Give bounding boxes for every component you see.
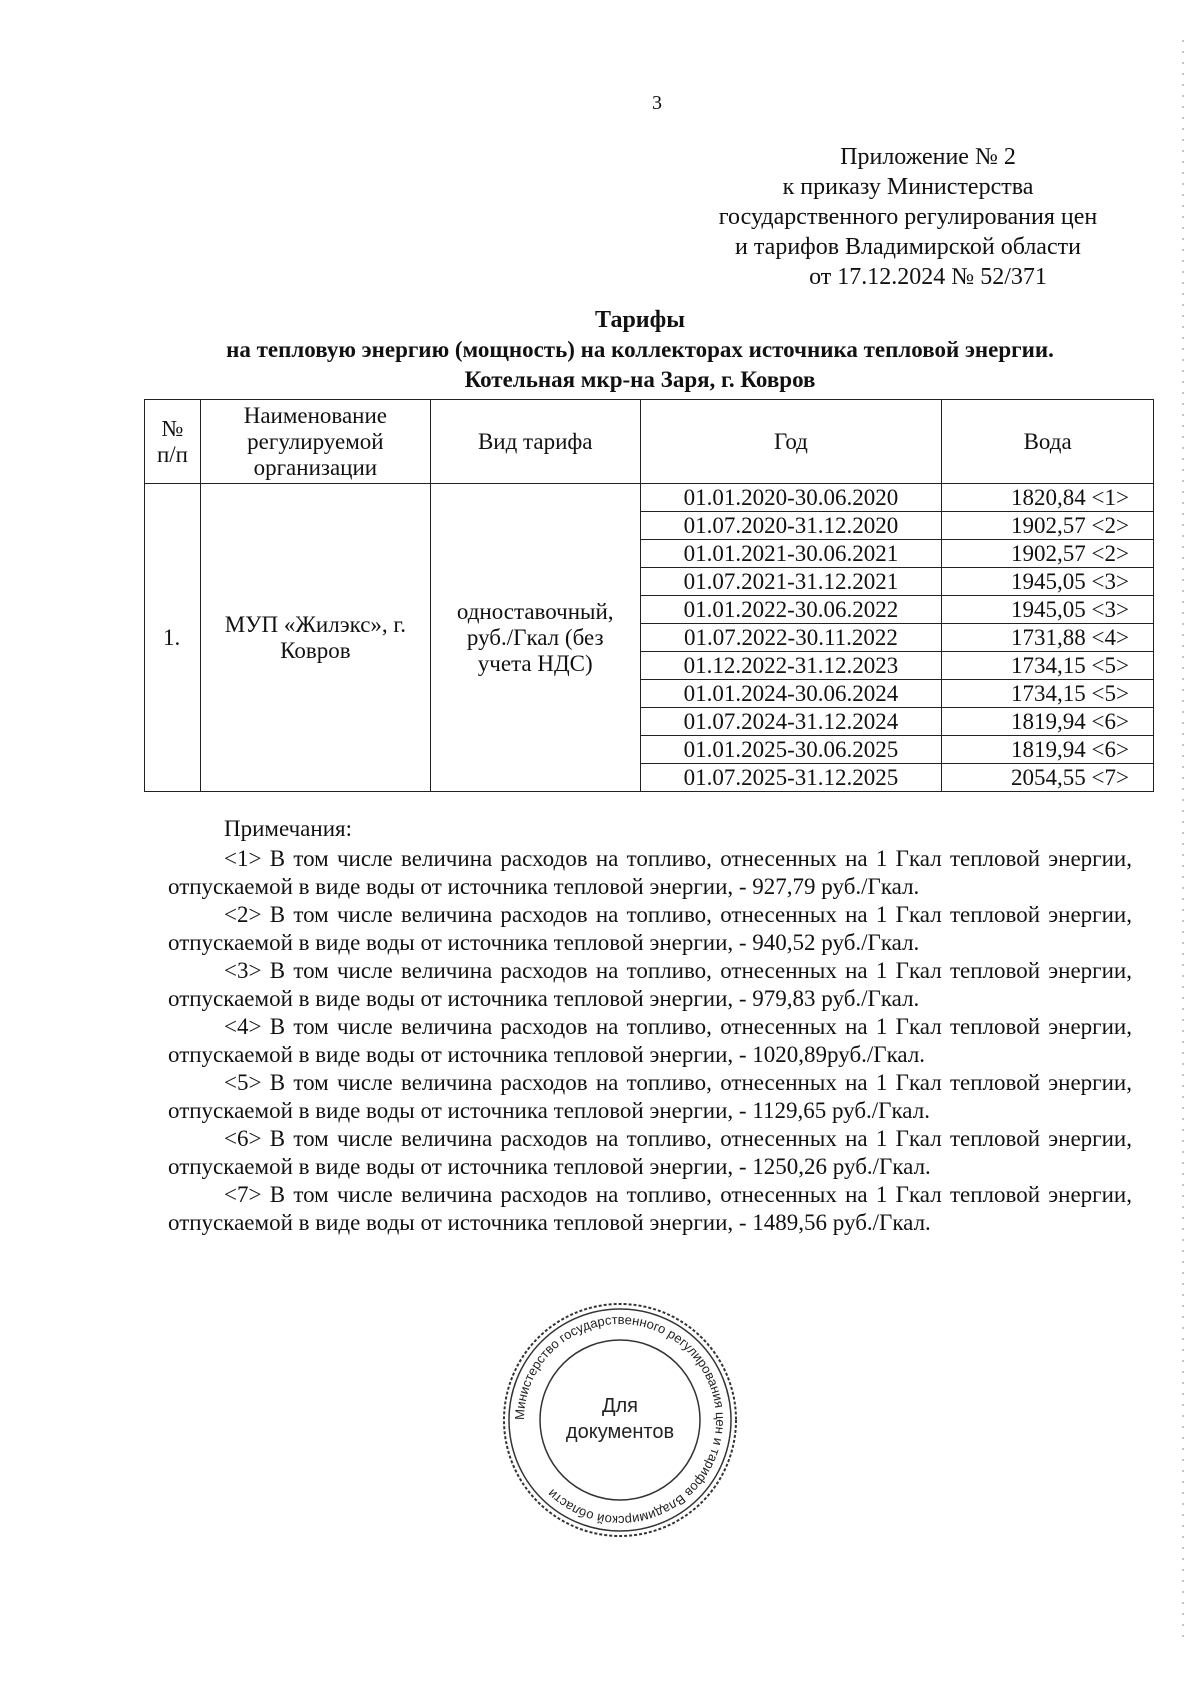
- page-number: 3: [652, 92, 662, 114]
- period-cell: 01.01.2024-30.06.2024: [640, 680, 942, 708]
- title-subtitle: на тепловую энергию (мощность) на коллекторах источника тепловой энергии.: [226, 337, 1054, 362]
- note-item: <3> В том числе величина расходов на топливо, отнесенных на 1 Гкал тепловой энергии, отпускаемой в виде воды от источника тепловой энергии, - 979,83 руб./Гкал.: [168, 958, 1132, 1011]
- appendix-line: от 17.12.2024 № 52/371: [809, 264, 1047, 290]
- note-item: <4> В том числе величина расходов на топливо, отнесенных на 1 Гкал тепловой энергии, отпускаемой в виде воды от источника тепловой энергии, - 1020,89руб./Гкал.: [168, 1014, 1132, 1067]
- appendix-line: и тарифов Владимирской области: [735, 234, 1081, 260]
- value-cell: 1820,84 <1>: [942, 484, 1154, 512]
- value-cell: 1945,05 <3>: [942, 568, 1154, 596]
- title-location: Котельная мкр-на Заря, г. Ковров: [464, 367, 816, 392]
- table-header-row: [145, 400, 1154, 484]
- stamp-ring-text: Министерство государственного регулирования цен и тарифов Владимирской области: [511, 1311, 729, 1529]
- appendix-line: государственного регулирования цен: [718, 204, 1098, 230]
- note-item: <7> В том числе величина расходов на топливо, отнесенных на 1 Гкал тепловой энергии, отпускаемой в виде воды от источника тепловой энергии, - 1489,56 руб./Гкал.: [168, 1182, 1132, 1235]
- period-cell: 01.07.2025-31.12.2025: [640, 764, 942, 792]
- appendix-line: Приложение № 2: [840, 144, 1016, 170]
- header-water: Вода: [942, 400, 1154, 484]
- stamp-center-line1: Для: [601, 1395, 639, 1417]
- document-title: [140, 305, 1140, 395]
- header-num: № п/п: [145, 400, 201, 484]
- value-cell: 1734,15 <5>: [942, 652, 1154, 680]
- value-cell: 1819,94 <6>: [942, 708, 1154, 736]
- appendix-block: [698, 142, 1118, 292]
- tariff-type-cell: одноставочный, руб./Гкал (без учета НДС): [430, 484, 640, 792]
- period-cell: 01.07.2021-31.12.2021: [640, 568, 942, 596]
- value-cell: 1731,88 <4>: [942, 624, 1154, 652]
- note-item: <6> В том числе величина расходов на топливо, отнесенных на 1 Гкал тепловой энергии, отпускаемой в виде воды от источника тепловой энергии, - 1250,26 руб./Гкал.: [168, 1126, 1132, 1179]
- period-cell: 01.01.2021-30.06.2021: [640, 540, 942, 568]
- value-cell: 1734,15 <5>: [942, 680, 1154, 708]
- period-cell: 01.01.2020-30.06.2020: [640, 484, 942, 512]
- scan-margin-marks: [1176, 40, 1190, 1640]
- value-cell: 1902,57 <2>: [942, 512, 1154, 540]
- period-cell: 01.01.2022-30.06.2022: [640, 596, 942, 624]
- period-cell: 01.07.2020-31.12.2020: [640, 512, 942, 540]
- header-year: Год: [640, 400, 942, 484]
- value-cell: 1819,94 <6>: [942, 736, 1154, 764]
- note-item: <2> В том числе величина расходов на топливо, отнесенных на 1 Гкал тепловой энергии, отпускаемой в виде воды от источника тепловой энергии, - 940,52 руб./Гкал.: [168, 902, 1132, 955]
- period-cell: 01.07.2022-30.11.2022: [640, 624, 942, 652]
- period-cell: 01.01.2025-30.06.2025: [640, 736, 942, 764]
- period-cell: 01.12.2022-31.12.2023: [640, 652, 942, 680]
- title-main: Тарифы: [595, 307, 685, 333]
- official-stamp: [500, 1300, 740, 1540]
- appendix-line: к приказу Министерства: [782, 174, 1034, 200]
- header-tariff-type: Вид тарифа: [430, 400, 640, 484]
- tariff-table: [144, 399, 1154, 792]
- note-item: <1> В том числе величина расходов на топливо, отнесенных на 1 Гкал тепловой энергии, отпускаемой в виде воды от источника тепловой энергии, - 927,79 руб./Гкал.: [168, 846, 1132, 899]
- period-cell: 01.07.2024-31.12.2024: [640, 708, 942, 736]
- organization-cell: МУП «Жилэкс», г. Ковров: [200, 484, 430, 792]
- stamp-center-line2: документов: [565, 1421, 675, 1443]
- notes-heading: Примечания:: [224, 816, 352, 841]
- value-cell: 1902,57 <2>: [942, 540, 1154, 568]
- value-cell: 2054,55 <7>: [942, 764, 1154, 792]
- table-row: [145, 484, 1154, 512]
- notes-section: [168, 815, 1132, 1237]
- note-item: <5> В том числе величина расходов на топливо, отнесенных на 1 Гкал тепловой энергии, отпускаемой в виде воды от источника тепловой энергии, - 1129,65 руб./Гкал.: [168, 1070, 1132, 1123]
- header-organization: Наименование регулируемой организации: [200, 400, 430, 484]
- value-cell: 1945,05 <3>: [942, 596, 1154, 624]
- row-number: 1.: [145, 484, 201, 792]
